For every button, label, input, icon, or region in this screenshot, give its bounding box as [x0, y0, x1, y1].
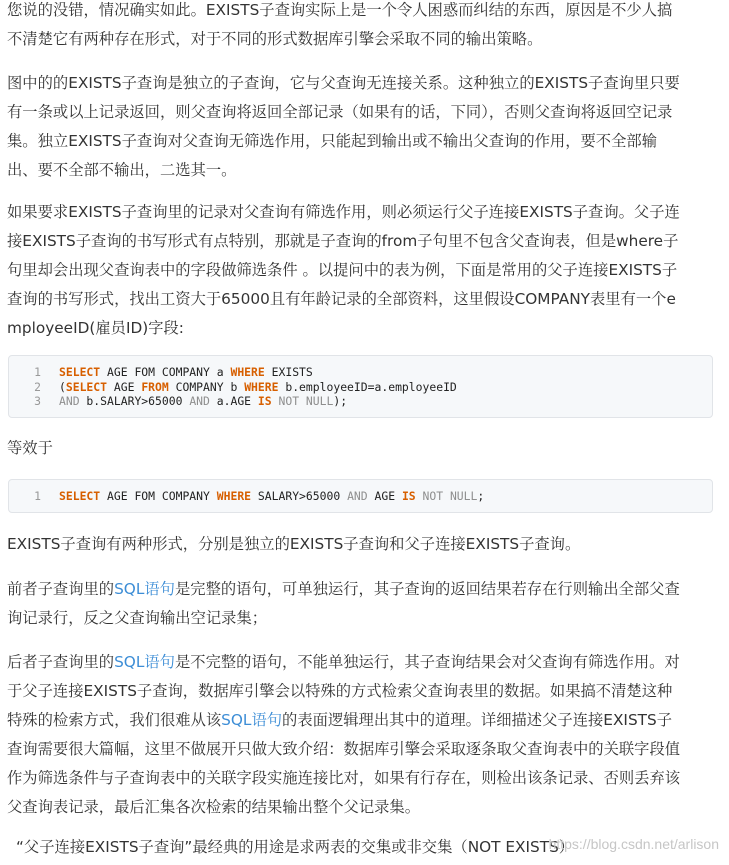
text-line: 特殊的检索方式，我们很难从该SQL语句的表面逻辑理出其中的道理。详细描述父子连接EXISTS子: [7, 711, 672, 729]
code-line: SELECT AGE FOM COMPANY WHERE SALARY>65000 AND AGE IS NOT NULL;: [59, 489, 485, 503]
text-line: 前者子查询里的SQL语句是完整的语句，可单独运行，其子查询的返回结果若存在行则输出全部父查: [7, 580, 680, 598]
text-line: 出、要不全部不输出，二选其一。: [7, 161, 237, 179]
paragraph-5: [7, 530, 715, 559]
sql-statement-link[interactable]: SQL语句: [114, 580, 175, 598]
text-line: 集。独立EXISTS子查询对父查询无筛选作用，只能起到输出或不输出父查询的作用，要不全部输: [7, 132, 658, 150]
line-number: 1: [34, 489, 41, 503]
text-line: 于父子连接EXISTS子查询，数据库引擎会以特殊的方式检索父查询表里的数据。如果搞不清楚这种: [7, 682, 673, 700]
text-line: 不清楚它有两种存在形式，对于不同的形式数据库引擎会采取不同的输出策略。: [7, 30, 543, 48]
paragraph-4: [7, 434, 715, 463]
text-line: 句里却会出现父查询表中的字段做筛选条件 。以提问中的表为例，下面是常用的父子连接EXISTS子: [7, 261, 678, 279]
watermark: https://blog.csdn.net/arlison: [548, 836, 719, 852]
text-line: 查询的书写形式，找出工资大于65000且有年龄记录的全部资料，这里假设COMPANY表里有一个e: [7, 290, 676, 308]
text-line: mployeeID(雇员ID)字段:: [7, 319, 184, 337]
text-line: 接EXISTS子查询的书写形式有点特别，那就是子查询的from子句里不包含父查询表，但是where子: [7, 232, 679, 250]
text-line: 父查询表记录，最后汇集各次检索的结果输出整个父记录集。: [7, 798, 421, 816]
line-number: 3: [34, 394, 41, 408]
text-line: 有一条或以上记录返回，则父查询将返回全部记录（如果有的话，下同），否则父查询将返回空记录: [7, 103, 673, 121]
text-line: “父子连接EXISTS子查询”最经典的用途是求两表的交集或非交集（NOT EXISTS）: [16, 838, 575, 856]
line-number: 1: [34, 365, 41, 379]
text-line: 如果要求EXISTS子查询里的记录对父查询有筛选作用，则必须运行父子连接EXISTS子查询。父子连: [7, 203, 680, 221]
code-block-2: [8, 479, 713, 513]
code-block-1: [8, 355, 713, 418]
text-line: 后者子查询里的SQL语句是不完整的语句，不能单独运行，其子查询结果会对父查询有筛选作用。对: [7, 653, 680, 671]
text-line: 您说的没错，情况确实如此。EXISTS子查询实际上是一个令人困惑而纠结的东西，原因是不少人搞: [7, 1, 673, 19]
paragraph-6: [7, 575, 715, 633]
text-line: 询记录行，反之父查询输出空记录集；: [7, 609, 268, 627]
code-line: (SELECT AGE FROM COMPANY b WHERE b.employeeID=a.employeeID: [59, 379, 457, 394]
text-line: EXISTS子查询有两种形式，分别是独立的EXISTS子查询和父子连接EXISTS子查询。: [7, 535, 581, 553]
sql-statement-link[interactable]: SQL语句: [221, 711, 283, 729]
paragraph-1: [7, 0, 715, 54]
text-line: 等效于: [7, 439, 53, 457]
code-line: AND b.SALARY>65000 AND a.AGE IS NOT NULL);: [59, 394, 348, 408]
text-line: 作为筛选条件与子查询表中的关联字段实施连接比对，如果有行存在，则检出该条记录、否则丢弃该: [7, 769, 681, 787]
sql-statement-link[interactable]: SQL语句: [114, 653, 175, 671]
code-line: SELECT AGE FOM COMPANY a WHERE EXISTS: [59, 365, 313, 379]
text-line: 图中的的EXISTS子查询是独立的子查询，它与父查询无连接关系。这种独立的EXISTS子查询里只要: [7, 74, 680, 92]
paragraph-7: [7, 648, 715, 822]
paragraph-3: [7, 198, 715, 343]
text-line: 查询需要很大篇幅，这里不做展开只做大致介绍：数据库引擎会采取逐条取父查询表中的关联字段值: [7, 740, 681, 758]
line-number: 2: [34, 379, 41, 394]
paragraph-2: [7, 69, 715, 185]
